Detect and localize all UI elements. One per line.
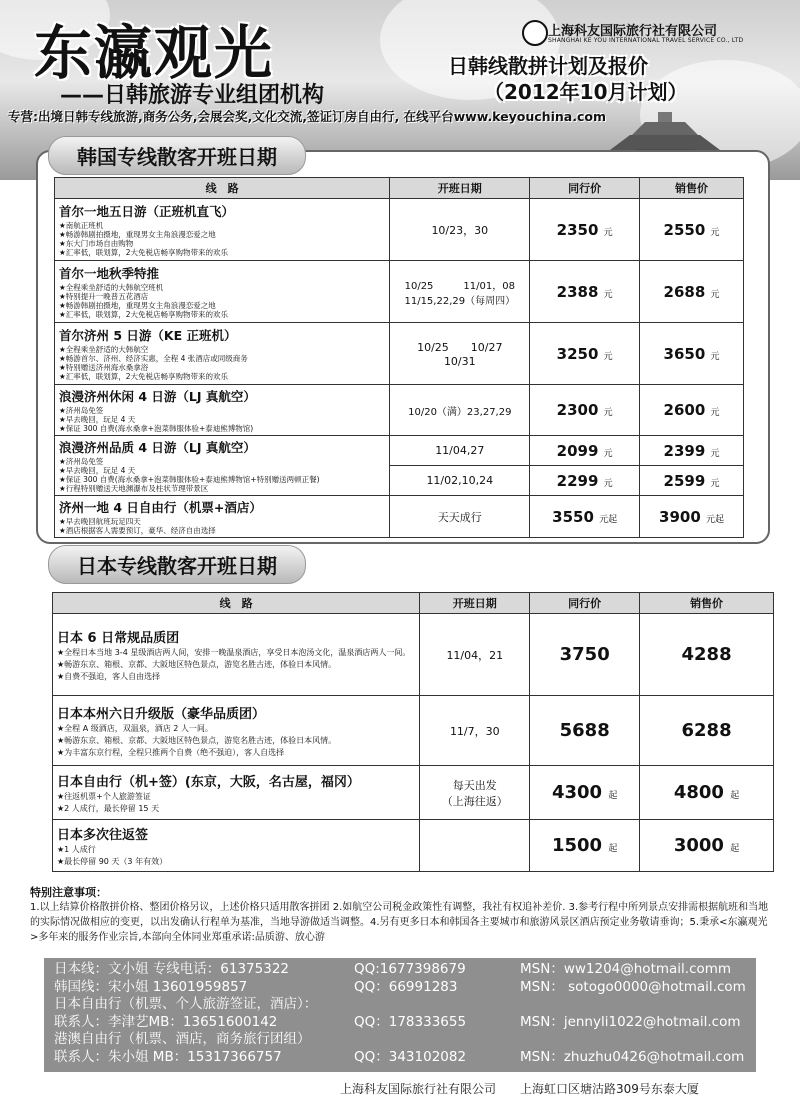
route-feature: ★畅游韩剧拍摄地，重现男女主角浪漫恋爱之地 xyxy=(59,230,216,239)
route-name: 日本自由行（机+签）(东京，大阪，名古屋，福冈） xyxy=(57,774,360,790)
route-feature: ★酒店根据客人需要预订，豪华、经济自由选择 xyxy=(59,526,216,535)
col-agent-price: 同行价 xyxy=(530,593,640,614)
col-agent-price: 同行价 xyxy=(530,178,640,199)
route-dates: 10/23，30 xyxy=(390,199,530,261)
col-retail-price: 销售价 xyxy=(640,593,774,614)
retail-price: 2399 元 xyxy=(640,436,744,466)
agent-price: 4300 起 xyxy=(530,766,640,820)
table-header-row xyxy=(55,178,744,199)
table-row xyxy=(55,436,744,466)
company-name: 上海科友国际旅行社有限公司 xyxy=(548,24,718,39)
retail-price: 2688 元 xyxy=(640,261,744,323)
route-dates: 11/04,27 xyxy=(390,436,530,466)
agent-price: 2388 元 xyxy=(530,261,640,323)
route-feature: ★汇率低，联划算，2大免税店畅享购物带来的欢乐 xyxy=(59,372,228,381)
route-feature: ★东大门市场自由购物 xyxy=(59,239,134,248)
col-dates: 开班日期 xyxy=(420,593,530,614)
agent-price: 2299 元 xyxy=(530,466,640,496)
retail-price: 4800 起 xyxy=(640,766,774,820)
route-feature: ★南航正班机 xyxy=(59,221,104,230)
route-dates: 每天出发 （上海往返） xyxy=(420,766,530,820)
table-row xyxy=(53,766,774,820)
footer-address: 上海科友国际旅行社有限公司 上海虹口区塘沽路309号东泰大厦 xyxy=(340,1082,699,1096)
korea-routes-table xyxy=(54,177,744,538)
col-dates: 开班日期 xyxy=(390,178,530,199)
route-feature: ★畅游东京、箱根、京都、大阪地区特色景点，游览名胜古迹，体验日本风情。 xyxy=(57,659,337,669)
contact-row: 联系人：李津艺MB：13651600142 QQ：178333655 MSN：jennyli1022@hotmail.com xyxy=(54,1013,741,1030)
route-feature: ★自费不强迫，客人自由选择 xyxy=(57,671,161,681)
retail-price: 3000 起 xyxy=(640,820,774,872)
route-feature: ★畅游东京、箱根、京都、大阪地区特色景点，游览名胜古迹，体验日本风情。 xyxy=(57,735,337,745)
sub-title: ——日韩旅游专业组团机构 xyxy=(60,83,325,108)
contact-row: 韩国线：宋小姐 13601959857 QQ：66991283 MSN： sotogo0000@hotmail.com xyxy=(54,978,746,995)
agent-price: 2350 元 xyxy=(530,199,640,261)
route-feature: ★往返机票+个人旅游签证 xyxy=(57,791,151,801)
route-name: 日本 6 日常规品质团 xyxy=(57,630,180,646)
agent-price: 1500 起 xyxy=(530,820,640,872)
route-dates: 11/02,10,24 xyxy=(390,466,530,496)
contact-row: 日本线：文小姐 专线电话：61375322 QQ:1677398679 MSN：ww1204@hotmail.comm xyxy=(54,961,732,977)
route-feature: ★保证 300 自费(海水桑拿+泡菜韩服体验+泰迪熊博物馆+特别赠送两顿正餐) xyxy=(59,475,320,484)
route-dates: 天天成行 xyxy=(390,496,530,538)
agent-price: 2300 元 xyxy=(530,385,640,436)
agent-price: 5688 xyxy=(530,696,640,766)
table-row xyxy=(55,496,744,538)
table-row xyxy=(55,385,744,436)
route-feature: ★特别提升一晚普五花酒店 xyxy=(59,292,149,301)
company-name-en: SHANGHAI KE YOU INTERNATIONAL TRAVEL SERVICE CO., LTD xyxy=(548,37,744,44)
route-feature: ★为丰富东京行程，全程只推两个自费（绝不强迫），客人自选择 xyxy=(57,747,285,757)
agent-price: 3550 元起 xyxy=(530,496,640,538)
route-feature: ★济州岛免签 xyxy=(59,406,104,415)
route-feature: ★全程乘坐舒适的大韩航空班机 xyxy=(59,283,164,292)
table-row xyxy=(53,820,774,872)
route-feature: ★最长停留 90 天（3 年有效） xyxy=(57,856,168,866)
route-feature: ★汇率低，联划算，2大免税店畅享购物带来的欢乐 xyxy=(59,248,228,257)
route-feature: ★汇率低，联划算，2大免税店畅享购物带来的欢乐 xyxy=(59,310,228,319)
plan-title: 日韩线散拼计划及报价 xyxy=(448,54,648,78)
business-scope: 专营:出境日韩专线旅游,商务公务,会展会奖,文化交流,签证订房自由行, 在线平台www.keyouchina.com xyxy=(8,109,606,124)
route-name: 济州一地 4 日自由行（机票+酒店） xyxy=(59,500,262,515)
route-feature: ★畅游首尔、济州、经济实惠，全程 4 张酒店或同级商务 xyxy=(59,354,248,363)
route-dates: 11/04，21 xyxy=(420,614,530,696)
retail-price: 2599 元 xyxy=(640,466,744,496)
notes-title: 特别注意事项： xyxy=(30,886,107,899)
route-feature: ★早去晚回航班玩足四天 xyxy=(59,517,141,526)
route-name: 浪漫济州品质 4 日游（LJ 真航空） xyxy=(59,440,256,455)
table-row xyxy=(55,323,744,385)
retail-price: 3650 元 xyxy=(640,323,744,385)
route-dates: 11/7，30 xyxy=(420,696,530,766)
route-dates: 10/25 10/27 10/31 xyxy=(390,323,530,385)
korea-section-title: 韩国专线散客开班日期 xyxy=(48,136,306,175)
contact-row: 联系人：朱小姐 MB：15317366757 QQ：343102082 MSN：zhuzhu0426@hotmail.com xyxy=(54,1048,745,1065)
route-feature: ★1 人成行 xyxy=(57,844,96,854)
route-dates: 10/25 11/01，08 11/15,22,29（每周四） xyxy=(390,261,530,323)
col-route: 线 路 xyxy=(53,593,420,614)
retail-price: 2550 元 xyxy=(640,199,744,261)
route-name: 首尔济州 5 日游（KE 正班机） xyxy=(59,328,237,343)
route-feature: ★2 人成行，最长停留 15 天 xyxy=(57,803,160,813)
table-row xyxy=(55,261,744,323)
col-route: 线 路 xyxy=(55,178,390,199)
contact-row: 港澳自由行（机票、酒店，商务旅行团组） xyxy=(54,1031,311,1047)
route-feature: ★行程特别赠送天地渊瀑布及柱状节理带景区 xyxy=(59,484,209,493)
retail-price: 3900 元起 xyxy=(640,496,744,538)
company-logo-icon xyxy=(522,20,548,46)
route-feature: ★全程 A 级酒店，双温泉，酒店 2 人一间。 xyxy=(57,723,213,733)
plan-subtitle: （2012年10月计划） xyxy=(484,80,688,104)
japan-section-title: 日本专线散客开班日期 xyxy=(48,545,306,584)
route-feature: ★早去晚回，玩足 4 天 xyxy=(59,415,136,424)
contact-box xyxy=(44,958,756,1072)
route-dates xyxy=(420,820,530,872)
notes-section xyxy=(30,885,772,945)
retail-price: 6288 xyxy=(640,696,774,766)
contact-row: 日本自由行（机票、个人旅游签证，酒店）： xyxy=(54,996,318,1012)
agent-price: 2099 元 xyxy=(530,436,640,466)
table-header-row xyxy=(53,593,774,614)
route-name: 日本本州六日升级版（豪华品质团） xyxy=(57,706,266,722)
route-name: 首尔一地秋季特推 xyxy=(59,266,160,281)
retail-price: 4288 xyxy=(640,614,774,696)
route-feature: ★全程日本当地 3-4 星级酒店两人间，安排一晚温泉酒店，享受日本泡汤文化，温泉酒店两人一间。 xyxy=(57,647,411,657)
route-feature: ★济州岛免签 xyxy=(59,457,104,466)
route-feature: ★全程乘坐舒适的大韩航空 xyxy=(59,345,149,354)
main-title: 东瀛观光 xyxy=(34,19,275,87)
col-retail-price: 销售价 xyxy=(640,178,744,199)
route-name: 浪漫济州休闲 4 日游（LJ 真航空） xyxy=(59,389,256,404)
table-row xyxy=(55,199,744,261)
table-row xyxy=(53,696,774,766)
route-feature: ★畅游韩剧拍摄地，重现男女主角浪漫恋爱之地 xyxy=(59,301,216,310)
agent-price: 3250 元 xyxy=(530,323,640,385)
agent-price: 3750 xyxy=(530,614,640,696)
route-feature: ★特别赠送济州海水桑拿浴 xyxy=(59,363,149,372)
retail-price: 2600 元 xyxy=(640,385,744,436)
route-dates: 10/20（满）23,27,29 xyxy=(390,385,530,436)
notes-text: 1.以上结算价格散拼价格、整团价格另议，上述价格只适用散客拼团 2.如航空公司税金政策性有调整，我社有权追补差价. 3.参考行程中所列景点安排需根据航班和当地的实际情况做相应的变更，以出发确认行程单为基准，当地导游做适当调整。4.另有更多日本和韩国各主要城市和旅游风景区酒店预定业务敬请垂询；5.秉承<东瀛观光>多年来的服务作业宗旨,本部向全体同业郑重承诺:品质游、放心游 xyxy=(30,902,769,943)
route-feature: ★保证 300 自费(海水桑拿+泡菜韩服体验+泰迪熊博物馆) xyxy=(59,424,254,433)
japan-routes-table xyxy=(52,592,774,872)
route-name: 日本多次往返签 xyxy=(57,827,149,843)
route-feature: ★早去晚回，玩足 4 天 xyxy=(59,466,136,475)
table-row xyxy=(53,614,774,696)
route-name: 首尔一地五日游（正班机直飞） xyxy=(59,204,235,219)
